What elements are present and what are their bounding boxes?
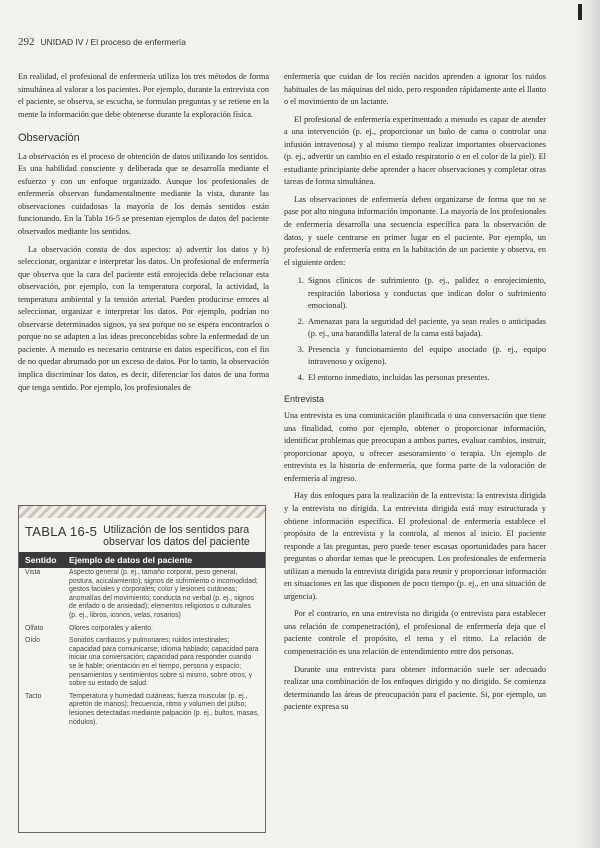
entrevista-paragraph-3: Por el contrario, en una entrevista no dirigida (o entrevista para establecer una relación de compenetración), el profesional de enfermería deja que el paciente controle el propósito, el tema y el ritmo. La relación de compenetración es una relación de entendimiento entre dos personas. [284,609,546,656]
section-title-observacion: Observación [18,132,80,145]
observacion-paragraph-1: La observación es el proceso de obtención de datos utilizando los sentidos. Es una habilidad consciente y deliberada que se desarrolla mediante el esfuerzo y con un enfoque organizado. Aunque los profesionales de enfermería observan fundamentalmente mediante la vista, durante las observaciones cuidadosas la mayoría de los demás sentidos están funcionando. En la Tabla 16-5 se presentan ejemplos de datos del paciente observados mediante los sentidos. [18,151,269,237]
row-example: Temperatura y humedad cutáneas; fuerza muscular (p. ej., apretón de manos); frecuencia, ritmo y volumen del pulso; lesiones detectadas mediante palpación (p. ej., bultos, masas, nódulos). [69,692,259,726]
row-example: Sonidos cardiacos y pulmonares; ruidos intestinales; capacidad para comunicarse; idioma hablado; capacidad para iniciar una conversación; capacidad para responder cuando se le hable; orientación en el tiempo, persona y espacio; pensamientos y sentimientos sobre sí mismo, sobre otros, y sobre su estado de salud. [69,637,259,688]
table-decoration [19,506,265,518]
list-item: 4. El entorno inmediato, incluidas las personas presentes. [306,372,546,385]
table-16-5 [18,505,266,833]
observation-order-list [284,275,546,384]
table-header [19,518,265,552]
observacion-paragraph-4: Las observaciones de enfermería deben organizarse de forma que no se pase por alto ninguna información importante. La mayoría de los profesionales de enfermería desarrolla una secuencia específica para la observación de datos, y suele centrarse en primer lugar en el paciente. Por ejemplo, un profesional de enfermería entra en la habitación de un paciente y observa, en el siguiente orden: [284,194,546,267]
list-item: 3. Presencia y funcionamiento del equipo asociado (p. ej., equipo intravenoso y oxígeno). [306,344,546,369]
row-sense: Oído [25,637,40,645]
entrevista-paragraph-4: Durante una entrevista para obtener información suele ser adecuado realizar una combinación de los enfoques dirigido y no dirigido. Se comienza determinando las áreas de preocupación para el paciente. Si, por ejemplo, un paciente expresa su [284,664,546,712]
unit-title: UNIDAD IV / El proceso de enfermería [40,37,187,47]
list-item: 1. Signos clínicos de sufrimiento (p. ej., palidez o enrojecimiento, respiración laboriosa y conductas que indican dolor o sufrimiento emocional). [306,275,546,313]
observacion-paragraph-3: El profesional de enfermería experimentado a menudo es capaz de atender a una intervención (p. ej., proporcionar un baño de cama o controlar una infusión intravenosa) y al mismo tiempo realizar importantes observaciones (p. ej., advertir un cambio en el estado respiratorio o en el color de la piel). El estudiante principiante debe aprender a hacer observaciones y completar otras tareas de forma simultánea. [284,114,546,187]
table-row [19,636,265,692]
left-column [18,71,269,399]
row-sense: Vista [25,569,41,576]
intro-paragraph: En realidad, el profesional de enfermería utiliza los tres métodos de forma simultánea al valorar a los pacientes. Por ejemplo, durante la entrevista con el paciente, se observa, se escucha, se formulan preguntas y se retiene en la mente la información que debe obtenerse durante la exploración física. [18,72,269,119]
table-column-headers [19,552,265,568]
row-sense: Tacto [25,692,42,700]
page-number: 292 [18,36,35,48]
row-example: Olores corporales y aliento. [69,624,153,632]
table-title: Utilización de los sentidos para observar los datos del paciente [103,524,250,548]
row-example: Aspecto general (p. ej., tamaño corporal, peso general, postura, acicalamiento); signos de sufrimiento o incomodidad; gestos faciales y corporales; color y lesiones cutáneas; anomalías del movimiento; conducta no verbal (p. ej., signos de enfado o de ansiedad); elementos religiosos o culturales (p. ej., libros, iconos, velas, rosarios) [69,569,258,619]
list-item: 2. Amenazas para la seguridad del paciente, ya sean reales o anticipadas (p. ej., una barandilla lateral de la cama está bajada). [306,316,546,341]
table-number: TABLA 16-5 [25,524,98,539]
page-edge-mark [578,4,582,20]
right-column [284,71,546,719]
column-header-examples: Ejemplo de datos del paciente [69,555,193,565]
continuation-paragraph: enfermería que cuidan de los recién nacidos aprenden a ignorar los ruidos habituales de las máquinas del nido, pero responden rápidamente ante el llanto o el movimiento de un lactante. [284,72,546,107]
table-row [19,568,265,624]
column-header-sense: Sentido [25,555,57,565]
row-sense: Olfato [25,624,44,632]
section-title-entrevista: Entrevista [284,393,325,404]
page-gutter-shadow [574,0,600,848]
entrevista-paragraph-1: Una entrevista es una comunicación planificada o una conversación que tiene una finalidad, como por ejemplo, obtener o proporcionar información, identificar problemas que preocupan a ambos partes, evaluar cambios, instruir, proporcionar apoyo, u ofrecer asesoramiento o terapia. Un ejemplo de entrevista es la historia de enfermería, que forma parte de la valoración de enfermería al ingreso. [284,411,546,483]
table-row [19,692,265,730]
running-header [18,36,578,50]
entrevista-paragraph-2: Hay dos enfoques para la realización de la entrevista: la entrevista dirigida y la entrevista no dirigida. La entrevista dirigida está muy estructurada y obtiene información específica. El profesional de enfermería establece el propósito de la entrevista y la controla, al menos al inicio. El paciente responde a las preguntas, pero puede tener escasas oportunidades para hacer preguntas o abordar temas que le preocupen. Los profesionales de enfermería utilizan a menudo la entrevista dirigida para reunir y proporcionar información en situaciones en las que disponen de poco tiempo (p. ej., en una situación de urgencia). [284,491,546,601]
observacion-paragraph-2: La observación consta de dos aspectos: a) advertir los datos y b) seleccionar, organizar e interpretar los datos. Un profesional de enfermería que observa que la cara del paciente está enrojecida debe relacionar esta observación, por ejemplo, con la temperatura corporal, la actividad, la temperatura ambiental y la tensión arterial. Pueden producirse errores al seleccionar, organizar e interpretar los datos. Por ejemplo, podrían no observarse determinados signos, ya sea porque no se espera encontrarlos o porque no se adapten a las ideas preconcebidas sobre la enfermedad de un paciente. A menudo es necesario centrarse en datos específicos, con el fin de no quedar abrumado por un exceso de datos. Por lo tanto, la observación implica discriminar los datos, es decir, diferenciar los datos de una forma que tenga sentido. Por ejemplo, los profesionales de [18,244,269,392]
table-row [19,624,265,637]
